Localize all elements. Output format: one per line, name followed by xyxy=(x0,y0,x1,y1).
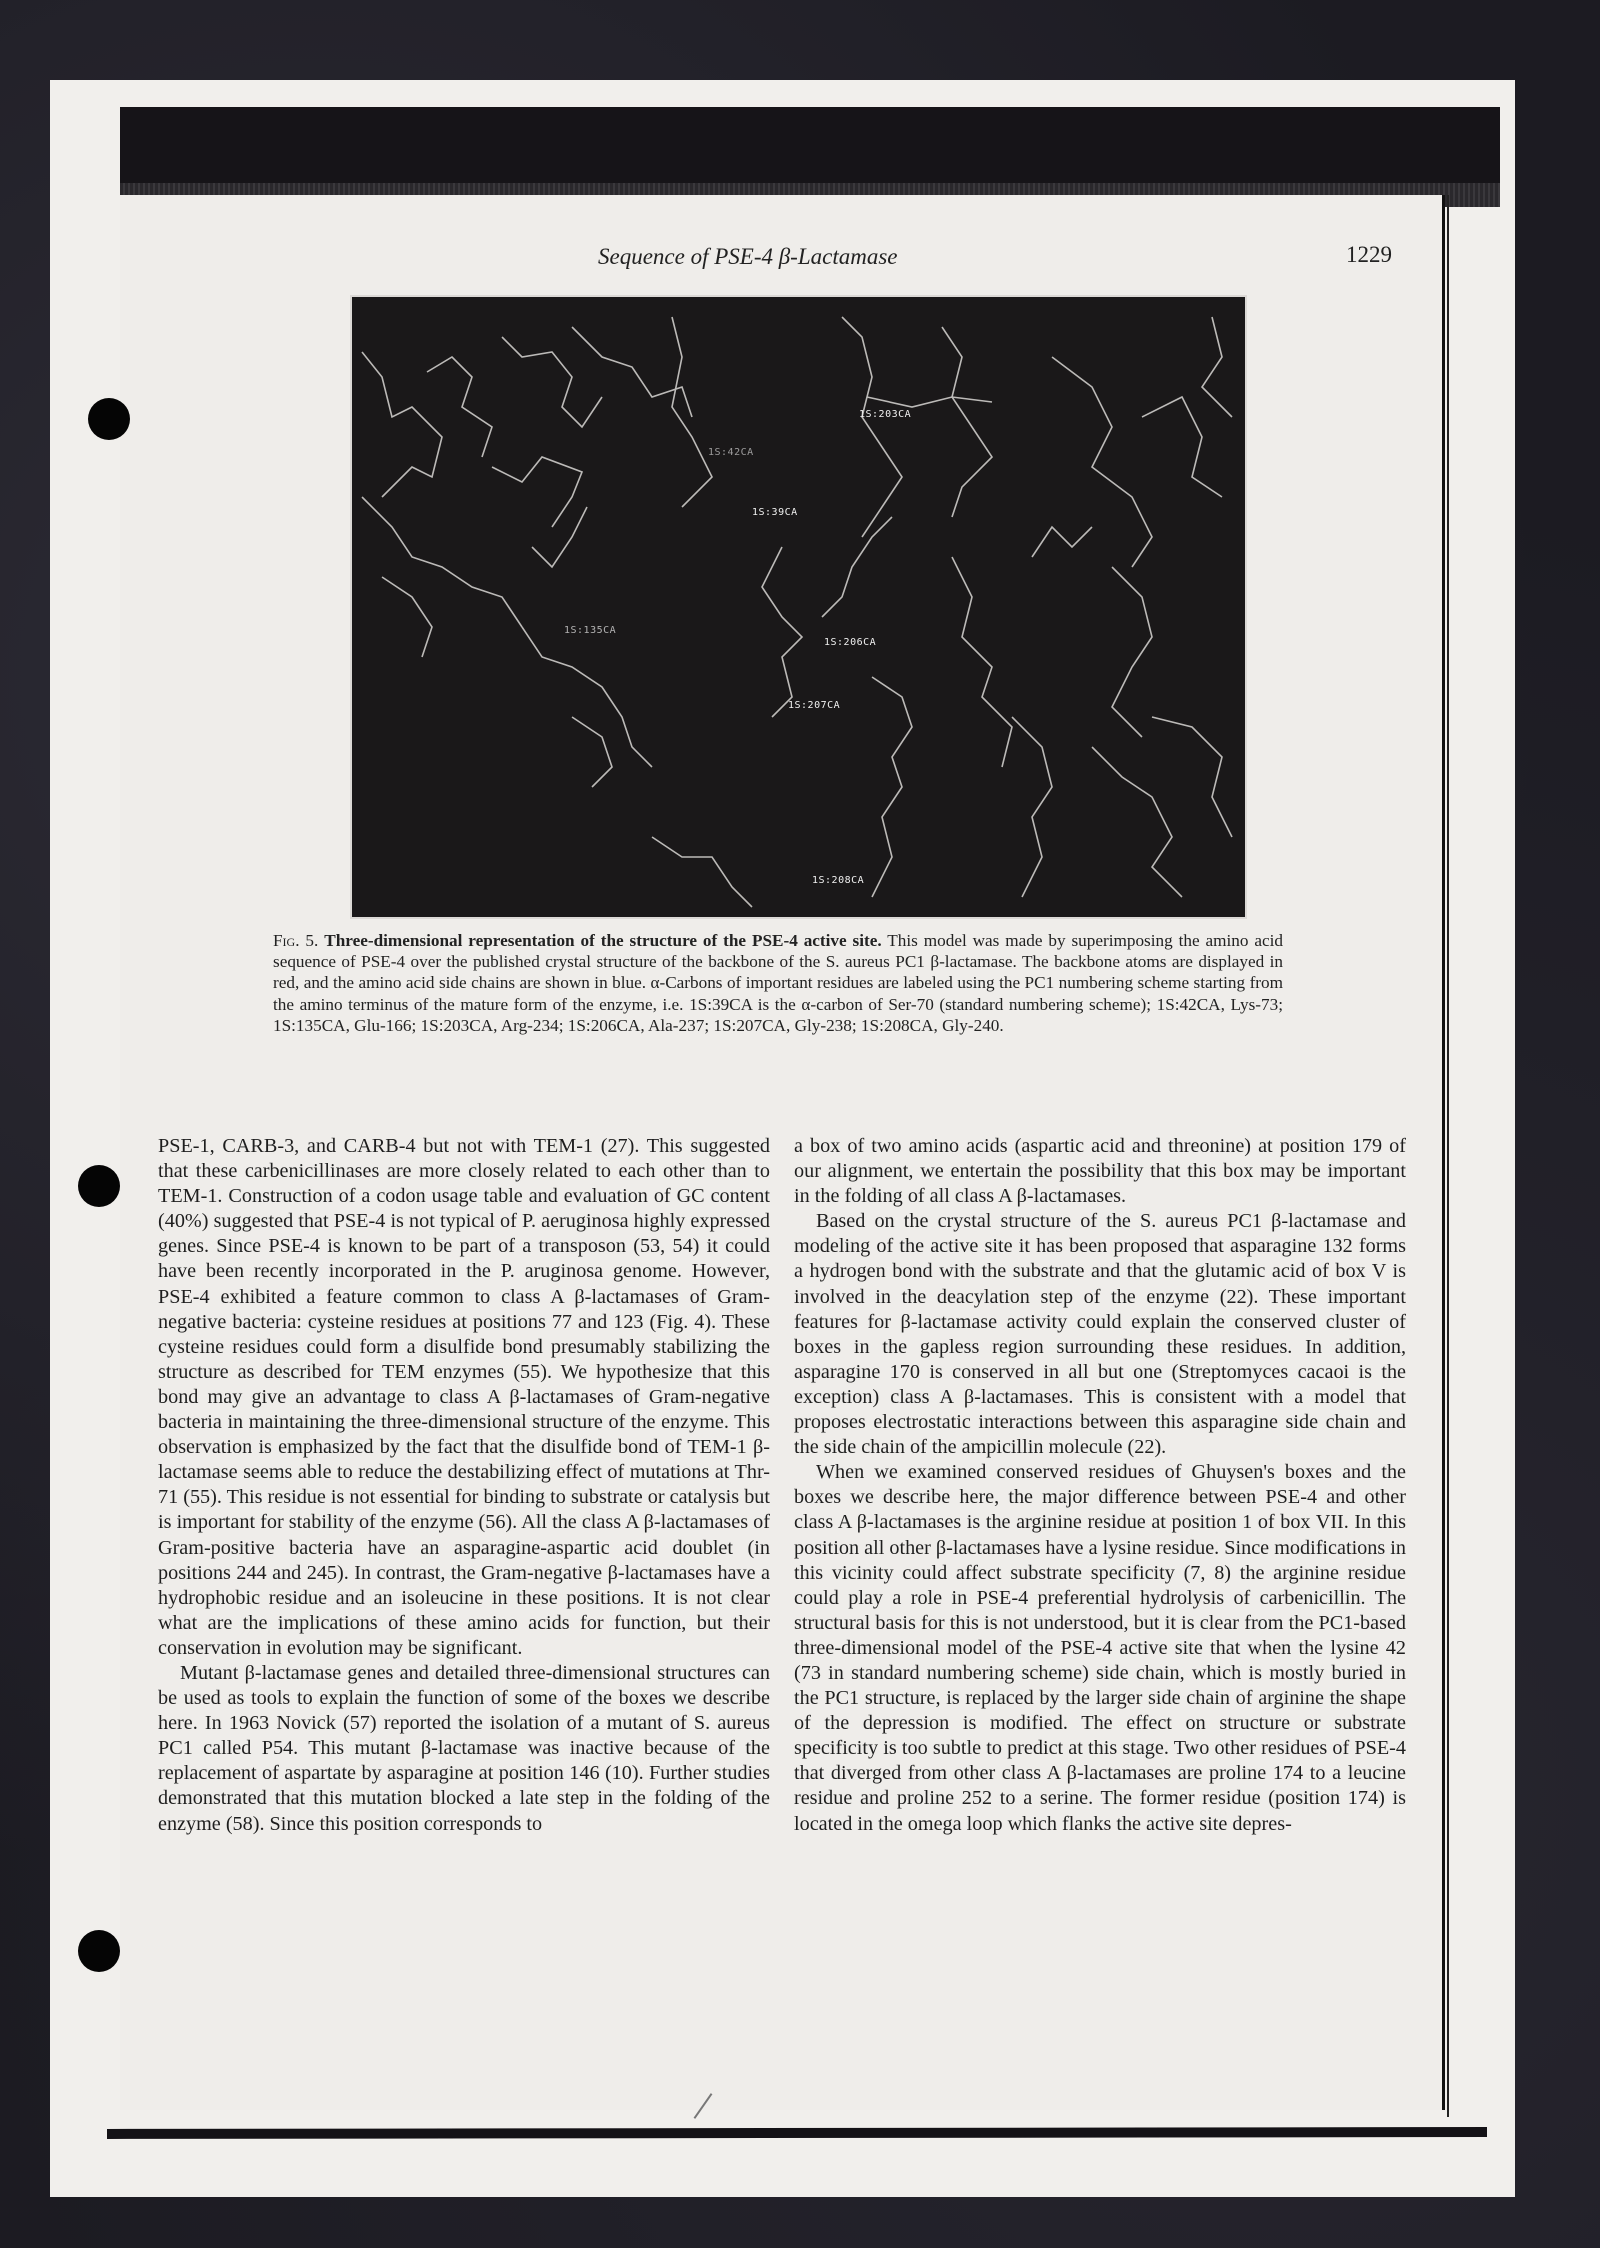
residue-label: 1S:203CA xyxy=(859,409,912,420)
figure-caption xyxy=(273,930,1283,1036)
bottom-black-rule xyxy=(107,2127,1487,2139)
residue-label: 1S:207CA xyxy=(788,700,841,711)
paragraph: PSE-1, CARB-3, and CARB-4 but not with TEM-1 (27). This suggested that these carbenicillinases are more closely related to each other than to TEM-1. Construction of a codon usage table and evaluation of GC content (40%) suggested that PSE-4 is not typical of P. aeruginosa highly expressed genes. Since PSE-4 is known to be part of a transposon (53, 54) it could have been recently incorporated in the P. aruginosa genome. However, PSE-4 exhibited a feature common to class A β-lactamases of Gram-negative bacteria: cysteine residues at positions 77 and 123 (Fig. 4). These cysteine residues could form a disulfide bond presumably stabilizing the structure as described for TEM enzymes (55). We hypothesize that this bond may give an advantage to class A β-lactamases of Gram-negative bacteria in maintaining the three-dimensional structure of the enzyme. This observation is emphasized by the fact that the disulfide bond of TEM-1 β-lactamase seems able to reduce the destabilizing effect of mutations at Thr-71 (55). This residue is not essential for binding to substrate or catalysis but is important for stability of the enzyme (56). All the class A β-lactamases of Gram-positive bacteria have an asparagine-aspartic acid doublet (in positions 244 and 245). In contrast, the Gram-negative β-lactamases have a hydrophobic residue and an isoleucine in these positions. It is not clear what are the implications of these amino acids for function, but their conservation in evolution may be significant. xyxy=(158,1135,770,1659)
top-black-band xyxy=(120,107,1500,207)
caption-body: This model was made by superimposing the amino acid sequence of PSE-4 over the published crystal structure of the backbone of the S. aureus PC1 β-lactamase. The backbone atoms are displayed in red, and the amino acid side chains are shown in blue. α-Carbons of important residues are labeled using the PC1 numbering scheme starting from the amino terminus of the mature form of the enzyme, i.e. 1S:39CA is the α-carbon of Ser-70 (standard numbering scheme); 1S:42CA, Lys-73; 1S:135CA, Glu-166; 1S:203CA, Arg-234; 1S:206CA, Ala-237; 1S:207CA, Gly-238; 1S:208CA, Gly-240. xyxy=(273,931,1284,1035)
right-column xyxy=(794,1134,1406,1837)
residue-label: 1S:206CA xyxy=(824,637,877,648)
molecular-wireframe xyxy=(352,297,1245,917)
page-number: 1229 xyxy=(1346,242,1392,267)
punch-hole-icon xyxy=(78,1165,120,1207)
caption-title: Three-dimensional representation of the structure of the PSE-4 active site. xyxy=(324,931,882,950)
punch-hole-icon xyxy=(78,1930,120,1972)
residue-label: 1S:135CA xyxy=(564,625,617,636)
figure-number: Fig. 5. xyxy=(273,931,319,950)
figure-active-site-model xyxy=(350,295,1247,919)
paragraph: When we examined conserved residues of Ghuysen's boxes and the boxes we describe here, the major difference between PSE-4 and other class A β-lactamases is the arginine residue at position 1 of box VII. In this position all other β-lactamases have a lysine residue. Since modifications in this vicinity could affect substrate specificity (7, 8) the arginine residue could play a role in PSE-4 preferential hydrolysis of carbenicillin. The structural basis for this is not understood, but it is clear from the PC1-based three-dimensional model of the PSE-4 active site that when the lysine 42 (73 in standard numbering scheme) side chain, which is mostly buried in the PC1 structure, is replaced by the larger side chain of arginine the shape of the depression is modified. The effect on structure or substrate specificity is too subtle to predict at this stage. Two other residues of PSE-4 that diverged from other class A β-lactamases are proline 174 to a leucine residue and proline 252 to a serine. The former residue (position 174) is located in the omega loop which flanks the active site depres- xyxy=(794,1461,1406,1835)
left-column xyxy=(158,1134,770,1837)
running-head: Sequence of PSE-4 β-Lactamase xyxy=(598,244,898,269)
page-edge xyxy=(1447,195,1449,2117)
residue-label: 1S:42CA xyxy=(708,447,754,458)
residue-label: 1S:208CA xyxy=(812,875,865,886)
punch-hole-icon xyxy=(88,398,130,440)
residue-label: 1S:39CA xyxy=(752,507,798,518)
paragraph: a box of two amino acids (aspartic acid and threonine) at position 179 of our alignment, we entertain the possibility that this box may be important in the folding of all class A β-lactamases. xyxy=(794,1135,1406,1208)
paragraph: Based on the crystal structure of the S. aureus PC1 β-lactamase and modeling of the active site it has been proposed that asparagine 132 forms a hydrogen bond with the substrate and that the glutamic acid of box V is involved in the deacylation step of the enzyme (22). These important features for β-lactamase activity could explain the conserved cluster of boxes in the gapless region surrounding these residues. In addition, asparagine 170 is conserved in all but one (Streptomyces cacaoi is the exception) class A β-lactamases. This is consistent with a model that proposes electrostatic interactions between this asparagine side chain and the side chain of the ampicillin molecule (22). xyxy=(794,1210,1406,1459)
paragraph: Mutant β-lactamase genes and detailed three-dimensional structures can be used as tools to explain the function of some of the boxes we describe here. In 1963 Novick (57) reported the isolation of a mutant of S. aureus PC1 called P54. This mutant β-lactamase was inactive because of the replacement of aspartate by asparagine at position 146 (10). Further studies demonstrated that this mutation blocked a late step in the folding of the enzyme (58). Since this position corresponds to xyxy=(158,1661,770,1835)
